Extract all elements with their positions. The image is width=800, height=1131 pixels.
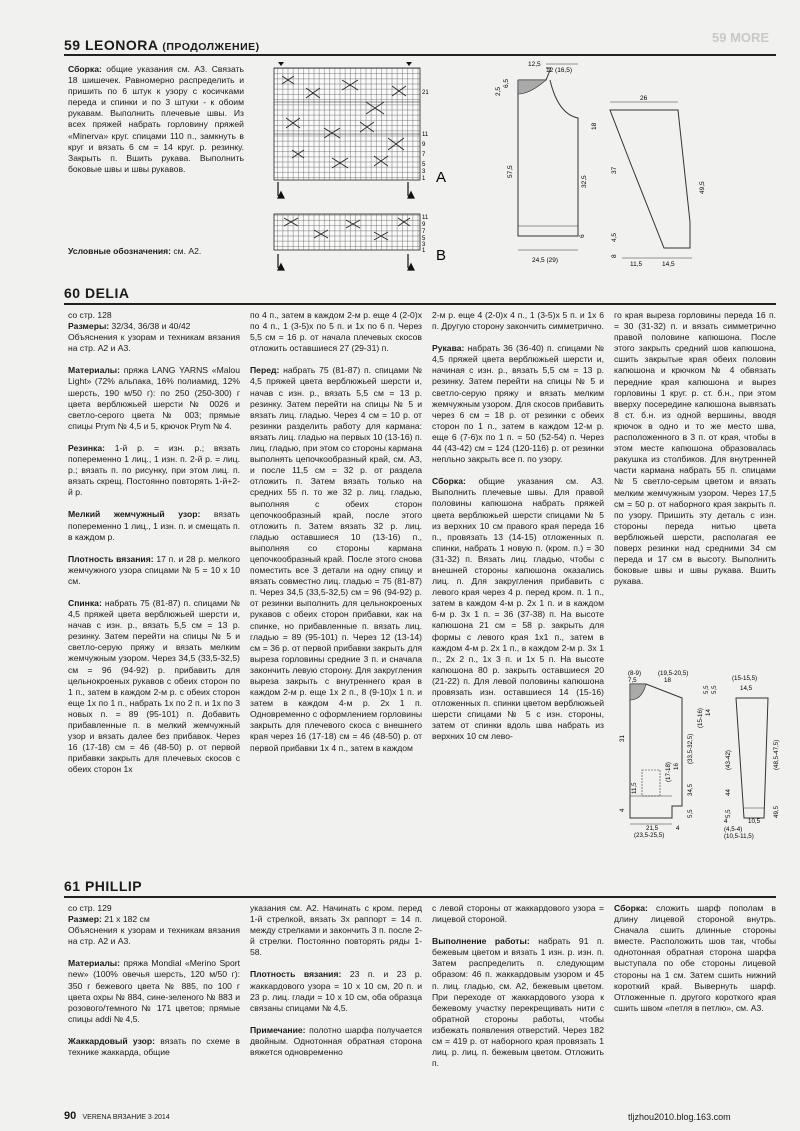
front-top-d: 18 [664,677,671,684]
s60-sleeve: набрать 36 (36-40) п. спицами № 4,5 пряжей цвета верблюжьей шерсти и, начиная с изн. р., вязать 5,5 см = 13 р. резинку. Затем перейти на спицы № 5 и светло-серую пряжу и вязать мелким жемчужным узором. Для скосов прибавить через 6 см = 18 р. от резинки с обеих сторон по 1 п., затем в каждом 12-м р. еще 6 (7-6)х по 1 п. = 50 (52-54) п. Через 44 (43-42) см = 124 (120-116) р. от резинки непльно закрыть все п. по узору. [432,343,604,465]
s60-sizes-label: Размеры: [68,321,110,332]
front-height-b: (33,5-32,5) [687,733,694,764]
chart-b-row-3: 3 [422,242,426,248]
front-top-a: (8-9) [628,670,642,677]
chart-a [274,62,446,198]
chart-a-row-9: 9 [422,142,426,148]
watermark: tljzhou2010.blog.163.com [628,1112,731,1122]
body-armhole: 32,5 [581,175,588,188]
sleeve-top-width: 26 [640,95,648,102]
s60-col3-cont: 2-м р. еще 4 (2-0)х 4 п., 1 (3-5)х 5 п. и 1х 6 п. Другую сторону закончить симметрично. [432,310,604,332]
chart-b-row-5: 5 [422,236,426,242]
s60-gauge: 17 п. и 28 р. мелкого жемчужного узора спицами № 5 = 10 x 10 см. [68,553,240,586]
front-shoulder: 5,5 [711,685,718,694]
body-side-total: 57,5 [507,165,514,178]
sleeve-cuff-b: 4,5 [611,232,618,242]
section-61-title: 61 PHILLIP [64,878,143,894]
s61-asm-label: Сборка: [614,903,648,913]
s60-materials: пряжа LANG YARNS «Malou Light» (72% альпака, 16% полиамид, 12% шерсть, 190 м/50 г): по 250 (250-300) г цвета верблюжьей шерсти № 0026 и светло-серого цвета № 003; прямые спицы Prym № 4,5 и 5, крючок Prym № 4. [68,365,240,431]
s61-size: 21 x 182 см [101,914,150,925]
chart-b-row-9: 9 [422,222,426,228]
s60-asm: общие указания см. А3. Выполнить плечевые швы. Для правой половины капюшона набрать пряжей цвета верблюжьей шерсти спицами № 5 из верхних 10 см правого края переда 16 п., провязать 13 (14-15) отложенных п. спинки, набрать 1 новую п. (кром. п.) = 30 (31-32) п. Вязать лиц. гладью, чтобы с внешней стороны капюшона оказались лиц. п. Для закругления прибавить с левого края через 4 р. перед кром. п. 1 п., затем в каждом 4-м р. 2х 1 п. и в каждом 6-м р. 3х 1 п. = 36 (37-38) п. На высоте капюшона 21 см = 58 р. закрыть для формы с левого края 1х1 п., затем в каждом 4-м р. 2х 1 п., в каждом 2-м р. 3х 1 п., 2х 2 п., 1х 3 п. и 1х 5 п. На высоте капюшона 80 р. закрыть оставшиеся 20 (21-22) п. Для левой половины капюшона провязать изн. оставшиеся 14 (15-16) отложенных п. спинки цветом верблюжьей шерсти спицами № 5 с изн. стороны, затем от спинки вдоль шва набрать из верхних 10 см лево- [432,476,604,742]
s60-col4-cont: го края выреза горловины переда 16 п. = 30 (31-32) п. и вязать симметрично правой половине капюшона. После этого закрыть средний шов капюшона, сшить закрытые края обеих половин капюшона и крючком № 4 обвязать передние края капюшона и вырез горловины 1 круг. р. ст. б.н., при этом вверху посередине капюшона вывязать 8 ст. б.н. из одной вершины, вводя крючок в одно и то же место шва, расположенного в 3 п. от края, чтобы в этом месте капюшона образовалась ракушка из столбиков. Для внутренней части кармана набрать 55 п. спицами № 5 светло-серым цветом и вязать мелким жемчужным узором. Через 17,5 см = 50 р. от наборного края закрыть п. по узору. Пришить эту деталь с изн. стороны переда нитью цвета верблюжьей шерсти, располагая ее поверх резинки над средними 34 см переда и 17 см в высоту. Выполнить боковые швы и швы рукава. Вшить рукава. [614,310,776,587]
sleeve-cuff-a: 8 [611,254,618,258]
s61-col2-cont: указания см. А2. Начинать с кром. перед 1-й стрелкой, вязать 3х раппорт = 14 п. между стрелками и закончить 3 п. после 2-й стрелки. Постоянно повторять ряды 1-58. [250,903,422,958]
s61-jac-label: Жаккардовый узор: [68,1035,155,1046]
body-top-width: 12,5 [528,61,541,68]
chart-b-row-11: 11 [422,215,429,221]
sleeve-cap: 37 [611,166,618,174]
s60-rib-label: Резинка: [68,442,105,453]
chart-b-row-7: 7 [422,229,426,235]
sleeve60-bot-bracket-b: (10,5-11,5) [724,833,754,840]
chart-a-row-11: 11 [422,132,429,138]
s60-col2-cont: по 4 п., затем в каждом 2-м р. еще 4 (2-0)х по 4 п., 1 (3-5)х по 5 п. и 1х по 6 п. Через 5,5 см = 16 р. от начала плечевых скосов отложить оставшиеся 27 (29-31) п. [250,310,422,354]
body-neck-a: 2,5 [495,86,502,96]
front-rib-a: 4 [619,808,626,812]
front-bottom-b: 4 [676,825,680,832]
s59-assembly-text: общие указания см. А3. Связать 18 шишечек. Равномерно распределить и пришить по 6 штук к узору с косичками переда и спинки и по 3 штуки - к обоим рукавам. Выполнить плечевые швы. Из всех пряжей набрать горловину пряжей «Minerva» круг. спицами 110 п., замкнуть в круг и вязать 6 см = 14 круг. р. резинку. Закрыть п. Вшить рукава. Выполнить боковые швы и швы рукавов. [68,64,244,174]
s61-col2 [250,903,422,1069]
s60-materials-label: Материалы: [68,365,121,376]
s60-back: набрать 75 (81-87) п. спицами № 4,5 пряжей цвета верблюжьей шерсти и, начав с изн. р., вязать 5,5 см = 13 р. резинку. Затем перейти на спицы № 5 и светло-серую пряжу и вязать мелким жемчужным узором. Через 34,5 (33,5-32,5) см = 96 (94-92) р. прибавить для цельнокроеных рукавов с обеих сторон по 1 п., затем в каждом 2-м р. с обеих сторон еще 1х по 1 п., набрать 1х по 2 п. и 1х по 3 новых п. = 89 (95-101) п. Добавить прибавленные п. в мелкий жемчужный узор и вязать далее без прибавок. Через 16 (17-18) см = 46 (48-50) р. от первой прибавки закрыть для плечевых скосов с обеих сторон 1х [68,597,240,775]
front-bottom-bracket: (23,5-25,5) [634,832,665,839]
s61-ref: со стр. 129 [68,903,112,913]
s60-back-label: Спинка: [68,597,102,608]
front-height-a: 31 [619,735,626,742]
section-60-rule [64,303,776,305]
ghost-header: 59 MORE [712,30,770,45]
s61-col4 [614,903,776,1025]
s60-seed: вязать попеременно 1 лиц., 1 изн. п. и смещать п. в каждом р. [68,509,240,542]
s60-sizes: 32/34, 36/38 и 40/42 [109,321,191,332]
sleeve60-total-b: (48,5-47,5) [773,739,780,770]
footer [64,1110,170,1122]
s59-legend [68,246,258,257]
s60-col2 [250,310,422,765]
s61-mat-label: Материалы: [68,958,121,969]
s60-front-label: Перед: [250,365,280,376]
chart-b [274,214,446,270]
sleeve60-top-b: 14,5 [740,685,753,692]
s61-gauge-label: Плотность вязания: [250,969,342,980]
chart-a-row-7: 7 [422,152,426,158]
s61-jac: вязать по схеме в технике жаккарда, общие [68,1035,240,1058]
s61-col1 [68,903,240,1069]
chart-a-row-3: 3 [422,169,426,175]
s60-col1 [68,310,240,786]
s60-col4 [614,310,776,598]
s60-rib: 1-й р. = изн. р.; вязать попеременно 1 лиц., 1 изн. п. 2-й р. = лиц. р.; вязать п. по рисунку, при этом лиц. п. вязать скрещ. Постоянно повторять 1-й+2-й р. [68,442,240,498]
front-hood-a: 5,5 [703,685,710,694]
section-61-rule [64,896,776,898]
s61-gauge: 23 п. и 23 р. жаккардового узора = 10 x 10 см, 20 п. и 23 р. лиц. глади = 10 x 10 см, оба образца связаны спицами № 4,5. [250,969,422,1013]
footer-magazine: VERENA ВЯЗАНИЕ 3·2014 [82,1114,170,1121]
s61-note: полотно шарфа получается двойным. Однотонная обратная сторона вяжется одновременно [250,1024,422,1058]
cable-charts [262,58,458,288]
body-top-bracket: 12 (16,5) [546,67,573,74]
front-top-c: 7,5 [628,677,637,684]
chart-a-row-21: 21 [422,90,429,96]
section-59-name: 59 LEONORA [64,37,158,53]
delia-front-schematic [612,670,722,840]
s60-front: набрать 75 (81-87) п. спицами № 4,5 пряжей цвета верблюжьей шерсти и, начав с изн. р., вязать 5,5 см = 13 р. резинку. Затем перейти на спицы № 5 и вязать лиц. гладью. Через 4 см = 10 р. от резинки разделить работу для кармана: вязать лиц. гладью на первых 10 (13-16) п. лиц. гладью, при этом со стороны кармана выполнять цепочкообразный край, см. А3, и после 11,5 см = 32 р. от раздела отложить п. Затем вязать только на средних 55 п. то же 32 р. лиц. гладью, выполняя с обеих сторон цепочкообразный край, после этого отложить п. Затем вязать 32 р. лиц. гладью оставшиеся 10 (13-16) п., выполняя со стороны кармана цепочкообразный край. После этого снова поместить все 3 детали на одну спицу и вязать совместно лиц. гладью = 75 (81-87) п. Через 34,5 (33,5-32,5) см = 96 (94-92) р. от резинки выполнить для цельнокроеных рукавов с обеих сторон прибавки, как на спинке, но прибавленные п. вязать лиц. гладью = 89 (95-101) п. Через 12 (13-14) см = 36 р. от первой прибавки закрыть для выреза горловины средние 3 п. и сначала закончить левую сторону. Для закругления выреза закрыть с внутреннего края в каждом 2-м р. еще 1х 2 п., 8 (9-10)х 1 п. и затем в каждом 4-м р. 2х 1 п. Одновременно с оформлением горловины закрыть для плечевого скоса с внешнего края через 16 (17-18) см = 46 (48-50) р. от первой прибавки 1х 4 п., затем в каждом [250,365,422,753]
s59-legend-label: Условные обозначения: [68,246,171,256]
front-top-b: (19,5-20,5) [658,670,689,677]
s61-size-label: Размер: [68,914,102,925]
chart-a-row-5: 5 [422,162,426,168]
body-neck-b: 6,5 [503,78,510,88]
body-width: 24,5 (29) [532,257,559,264]
front-side-b: (17-18) [665,762,672,782]
s60-sizes-note: Объяснения к узорам и техникам вязания на стр. А2 и А3. [68,332,240,354]
front-depth-a: (15-16) [697,708,704,728]
front-bottom: 21,5 [646,825,659,832]
section-59-sub: (ПРОДОЛЖЕНИЕ) [162,41,260,53]
sleeve60-cuff-a: 5,5 [725,809,732,818]
section-59-title [64,37,260,53]
s60-seed-label: Мелкий жемчужный узор: [68,509,201,520]
s59-assembly-label: Сборка: [68,64,102,74]
s61-col3 [432,903,604,1080]
s61-note-label: Примечание: [250,1024,306,1035]
chart-a-label: A [436,169,447,186]
s61-work: набрать 91 п. бежевым цветом и вязать 1 изн. р. изн. п. Затем распределить п. следующим образом: 46 п. жаккардовым узором и 45 п. лиц. гладью, см. А2, бежевым цветом. При переходе от жаккардового узора к бежевому участку перекрещивать нити с обратной стороны работы, чтобы избежать появления отверстий. Через 182 см = 419 р. от наборного края провязать 1 лиц. р. лиц. п. бежевым цветом. Отложить п. [432,936,604,1069]
footer-page-number: 90 [64,1110,77,1122]
sleeve60-len-b: 44 [725,789,732,796]
sleeve60-bot-b: 10,5 [748,818,761,825]
front-depth-b: 14 [705,709,712,716]
delia-sleeve-schematic [724,670,784,840]
s61-asm: сложить шарф пополам в длину лицевой стороной внутрь. Сначала сшить длинные стороны вместе. Расположить шов так, чтобы однотонная обратная сторона шарфа выступала по обе стороны лицевой стороны на 1 см. Затем сшить нижний короткий край. Вывернуть шарф. Отложенные п. другого короткого края сшить швом «петля в петлю», см. А3. [614,903,776,1013]
s60-asm-label: Сборка: [432,476,466,487]
sleeve60-bot-bracket: (4,5-4) [724,826,743,833]
s60-ref: со стр. 128 [68,310,112,320]
front-side-c: 16 [673,763,680,770]
s61-work-label: Выполнение работы: [432,936,530,947]
s60-col3 [432,310,604,753]
sleeve-bottom-b: 14,5 [662,261,675,268]
s61-size-note: Объяснения к узорам и техникам вязания на стр. А2 и А3. [68,925,240,947]
s59-assembly [68,64,244,186]
sleeve-bottom-a: 11,5 [630,261,643,268]
s61-mat: пряжа Mondial «Merino Sport new» (100% овечья шерсть, 120 м/50 г): 350 г бежевого цвета № 885, по 100 г цвета охры № 884, сине-зеленого № 883 и розового/темного № 171 цветов; прямые спицы addi № 4,5. [68,958,240,1024]
body-depth: 18 [591,122,598,130]
sleeve60-total-a: 49,5 [773,805,780,818]
s61-col3-cont: с левой стороны от жаккардового узора = лицевой стороной. [432,903,604,925]
section-60-title: 60 DELIA [64,285,130,301]
sleeve60-len-a: (43-42) [725,750,732,770]
body-rib: 6 [579,234,586,238]
sleeve60-bot-a: 4 [724,818,728,825]
chart-b-label: B [436,247,447,264]
front-side: 34,5 [687,783,694,796]
leonora-body-schematic [488,58,606,268]
section-59-rule [64,54,776,56]
s60-sleeve-label: Рукава: [432,343,465,354]
chart-b-row-1: 1 [422,248,426,254]
sleeve-length: 49,5 [699,181,706,194]
s59-legend-text: см. А2. [171,246,202,256]
front-pocket: 11,5 [631,782,638,794]
sleeve60-top-a: (15-15,5) [732,675,758,682]
leonora-sleeve-schematic [608,92,718,268]
s60-gauge-label: Плотность вязания: [68,553,154,564]
chart-a-row-1: 1 [422,176,426,182]
front-rib-b: 5,5 [687,809,694,818]
